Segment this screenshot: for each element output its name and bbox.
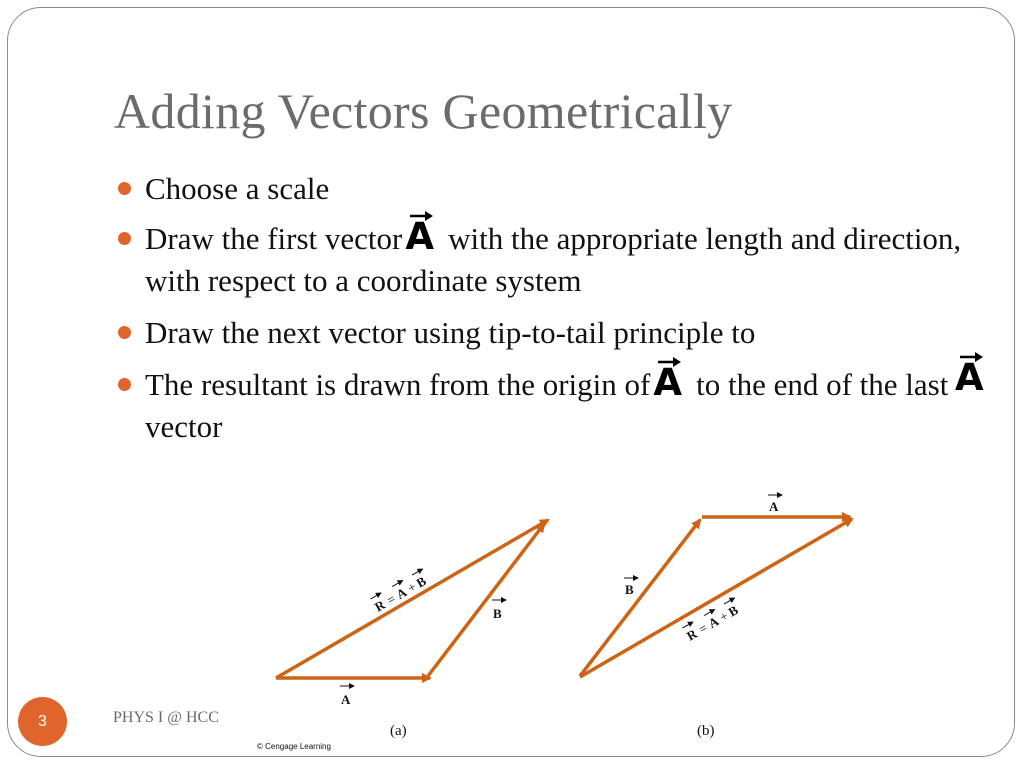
footer-text: PHYS I @ HCC xyxy=(113,709,219,726)
label-a-text: A xyxy=(705,613,722,632)
bullet-text: to the end of the last vector xyxy=(145,367,949,444)
page-number-badge xyxy=(18,697,67,746)
label-vector-b xyxy=(624,578,638,597)
label-a-text: A xyxy=(769,499,779,514)
page-number: 3 xyxy=(38,712,47,730)
label-a-text: A xyxy=(393,584,410,603)
vector-a-letter: A xyxy=(653,361,682,404)
label-r-text: R xyxy=(684,625,700,644)
vector-b-arrow xyxy=(428,524,544,676)
label-r-text: R xyxy=(372,596,388,615)
resultant-r-arrow xyxy=(580,519,852,677)
label-vector-a xyxy=(768,495,782,514)
bullet-text: Choose a scale xyxy=(145,171,330,206)
vector-a-letter: A xyxy=(955,356,984,399)
slide-title: Adding Vectors Geometrically xyxy=(114,83,733,139)
panel-a xyxy=(276,520,548,739)
plus-text: + xyxy=(716,607,731,625)
resultant-r-arrow xyxy=(276,520,548,678)
label-b-text: B xyxy=(625,582,634,597)
label-a-text: A xyxy=(341,692,351,707)
label-b-text: B xyxy=(413,573,429,591)
vector-a-letter: A xyxy=(405,215,435,258)
equals-text: = xyxy=(384,590,398,608)
label-b-text: B xyxy=(725,602,741,620)
caption-b: (b) xyxy=(697,723,715,739)
label-vector-b xyxy=(492,600,506,621)
copyright-text: © Cengage Learning xyxy=(257,742,331,751)
bullet-text: Draw the first vector xyxy=(145,221,403,256)
bullet-text: Draw the next vector using tip-to-tail principle to xyxy=(145,315,756,350)
bullet-text: The resultant is drawn from the origin of xyxy=(145,367,651,402)
plus-text: + xyxy=(404,578,419,596)
label-resultant-equation xyxy=(683,598,744,644)
bullet-text: with the appropriate length and direction, with respect to a coordinate system xyxy=(145,221,962,298)
label-vector-a xyxy=(340,686,354,707)
caption-a: (a) xyxy=(390,723,407,739)
panel-b xyxy=(580,495,852,739)
label-b-text: B xyxy=(493,606,502,621)
vector-b-arrow xyxy=(580,520,700,676)
equals-text: = xyxy=(696,619,710,637)
